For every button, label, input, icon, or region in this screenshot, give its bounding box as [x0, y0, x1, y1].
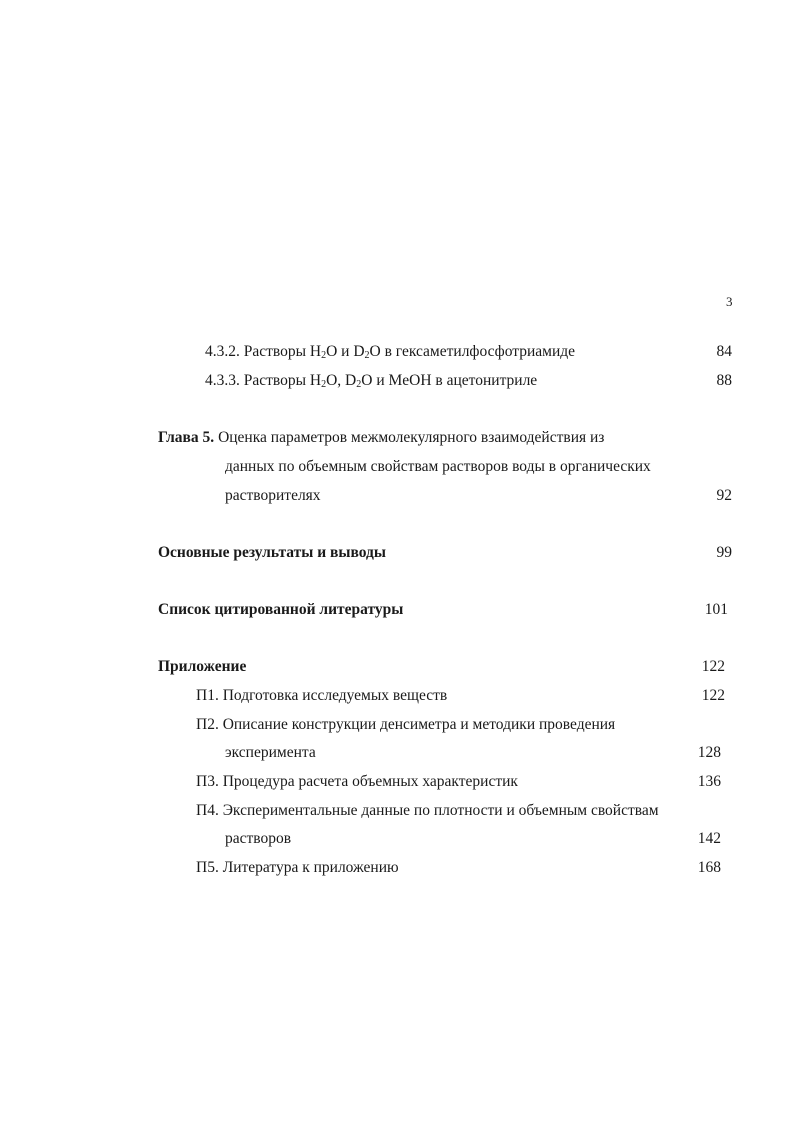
toc-page-number: 88	[716, 372, 732, 389]
toc-entry-results[interactable]: Основные результаты и выводы	[158, 544, 386, 561]
toc-entry-appendix-p5[interactable]: П5. Литература к приложению	[196, 859, 399, 876]
toc-page-number: 122	[701, 687, 725, 704]
toc-entry-continuation: растворов	[225, 830, 292, 847]
subscript: 2	[356, 379, 362, 390]
toc-entry-appendix-p2[interactable]: П2. Описание конструкции денсиметра и методики проведения	[196, 716, 616, 733]
toc-entry-text-part3: O в гексаметилфосфотриамиде	[369, 343, 576, 360]
toc-entry-continuation: данных по объемным свойствам растворов воды в органических	[225, 458, 651, 475]
toc-page-number: 84	[716, 343, 732, 360]
chapter-label: Глава 5.	[158, 429, 215, 446]
toc-page-number: 122	[701, 658, 725, 675]
subscript: 2	[364, 350, 370, 361]
toc-entry-chapter-5[interactable]	[158, 428, 604, 448]
toc-page-number: 101	[704, 601, 728, 618]
toc-entry-appendix-p3[interactable]: П3. Процедура расчета объемных характеристик	[196, 773, 518, 790]
toc-entry-appendix-p1[interactable]: П1. Подготовка исследуемых веществ	[196, 687, 448, 704]
toc-page-number: 142	[697, 830, 721, 847]
toc-entry-appendix-p4[interactable]: П4. Экспериментальные данные по плотности и объемным свойствам	[196, 802, 659, 819]
toc-entry-continuation: эксперимента	[225, 744, 316, 761]
toc-page-number: 92	[716, 487, 732, 504]
subscript: 2	[321, 350, 327, 361]
toc-page-number: 99	[716, 544, 732, 561]
toc-entry-text-part2: O и D	[326, 343, 365, 360]
toc-entry-text-part3: O и MeOH в ацетонитриле	[361, 372, 538, 389]
toc-entry-number: 4.3.2.	[205, 343, 240, 360]
toc-entry-text-part2: O, D	[326, 372, 357, 389]
subscript: 2	[321, 379, 327, 390]
toc-page-number: 128	[697, 744, 721, 761]
toc-entry-text-part1: Растворы H	[243, 372, 322, 389]
toc-page-number: 136	[697, 773, 721, 790]
toc-entry-text: Оценка параметров межмолекулярного взаимодействия из	[218, 429, 605, 446]
toc-entry-text-part1: Растворы H	[243, 343, 322, 360]
toc-entry-appendix[interactable]: Приложение	[158, 658, 247, 675]
toc-entry-references[interactable]: Список цитированной литературы	[158, 601, 404, 618]
page-number: 3	[726, 294, 733, 309]
toc-page-number: 168	[697, 859, 721, 876]
toc-entry-continuation: растворителях	[225, 487, 321, 504]
toc-entry-4-3-2[interactable]	[205, 342, 575, 362]
toc-entry-number: 4.3.3.	[205, 372, 240, 389]
toc-entry-4-3-3[interactable]	[205, 371, 537, 391]
